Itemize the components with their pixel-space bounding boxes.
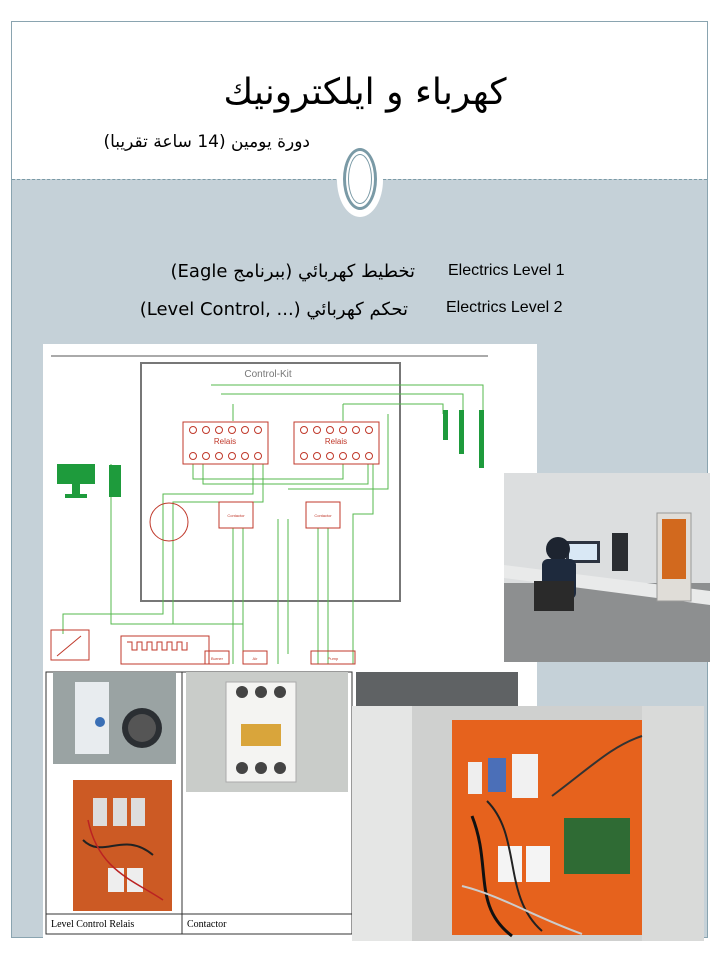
control-kit-label: Control-Kit [244, 369, 292, 380]
probe-2-icon [459, 410, 464, 454]
contactor-2 [306, 502, 340, 528]
contactor-1 [219, 502, 253, 528]
caption-level-control-relais: Level Control Relais [51, 919, 135, 930]
contactor-photo [186, 672, 348, 792]
relay-1 [183, 422, 268, 464]
burner-label: Burner [210, 656, 224, 661]
output-air [243, 651, 267, 664]
relay-2-label: Relais [324, 437, 348, 446]
motor-symbol [150, 503, 188, 541]
ornament-inner-ring [348, 154, 372, 204]
level-1-name: Electrics Level 1 [448, 262, 565, 279]
level-control-relay-photo [53, 672, 176, 764]
level-2-description: تحكم كهربائي (... ,Level Control) [139, 299, 408, 320]
contactor-1-label: Contactor [227, 513, 245, 518]
power-supply-icon [57, 464, 95, 484]
contactor-2-label: Contactor [314, 513, 332, 518]
relay-1-label: Relais [213, 437, 237, 446]
pump-label: Pump [327, 656, 339, 661]
probe-3-icon [479, 410, 484, 468]
caption-contactor: Contactor [187, 919, 227, 930]
power-bar-icon [109, 465, 121, 497]
wiring-diagram-svg [43, 344, 537, 668]
workstation-photo [504, 473, 710, 662]
control-cabinet-photo [352, 706, 704, 941]
slide-title: كهرباء و ايلكترونيك [223, 72, 507, 113]
relay-2 [294, 422, 379, 464]
green-wires [63, 385, 483, 664]
wiring-diagram [43, 344, 537, 668]
air-label: Air [252, 656, 258, 661]
slide-subtitle: دورة يومين (14 ساعة تقريبا) [103, 132, 310, 152]
level-2-name: Electrics Level 2 [446, 299, 563, 316]
probe-1-icon [443, 410, 448, 440]
control-kit-box [141, 363, 400, 601]
wired-relay-board-photo [73, 780, 172, 911]
level-1-description: تخطيط كهربائي (ببرنامج Eagle) [170, 261, 415, 282]
